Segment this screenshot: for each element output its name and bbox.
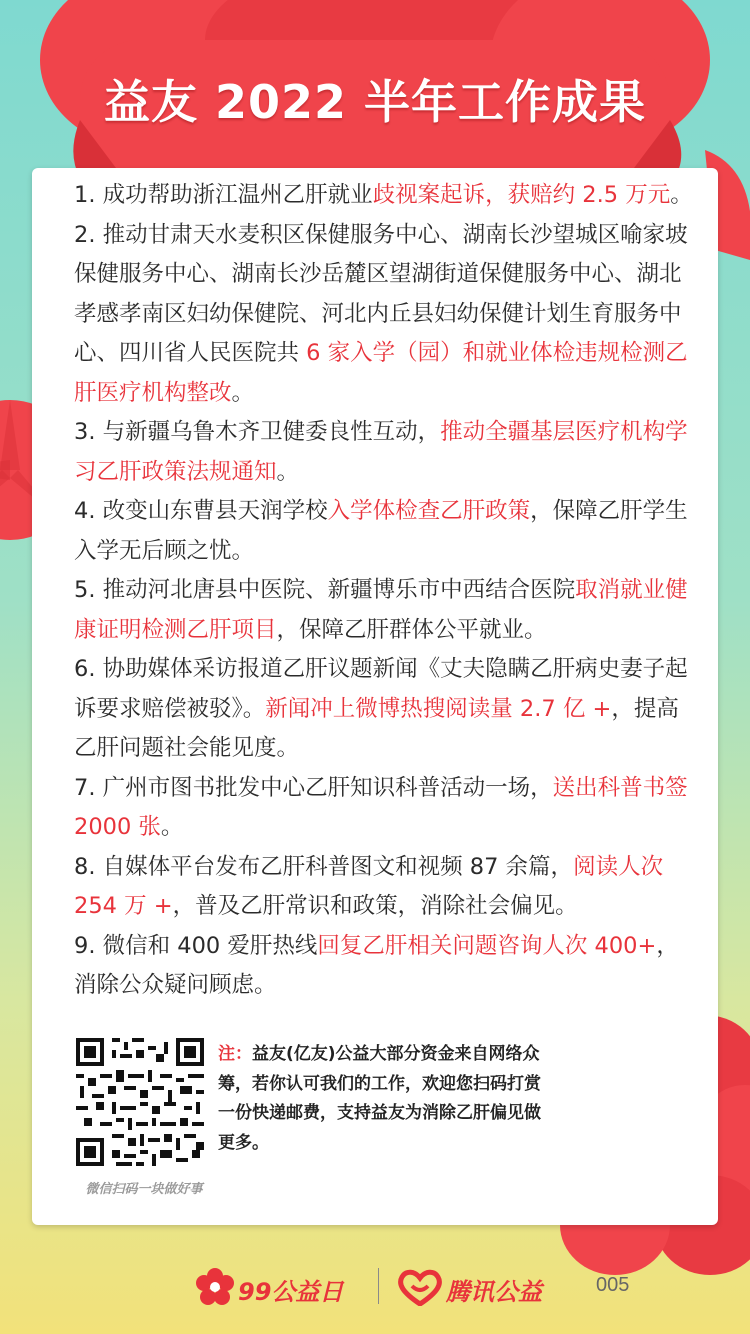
item-text: 9. 微信和 400 爱肝热线 <box>74 932 318 959</box>
item-text: 1. 成功帮助浙江温州乙肝就业 <box>74 182 373 208</box>
item-text: ，提高乙肝问题社会能见度。 <box>74 695 679 761</box>
item-text: 2. 推动甘肃天水麦积区保健服务中心、湖南长沙望城区喻家坡保健服务中心、湖南长沙岳麓区望湖街道保健服务中心、湖北孝感孝南区妇幼保健院、河北内丘县妇幼保健计划生育服务中心、四川省人民医院共 <box>74 221 688 366</box>
item-text: 。 <box>276 458 300 485</box>
achievement-item <box>74 492 694 571</box>
item-text: 。 <box>670 182 693 208</box>
highlight-text: 回复乙肝相关问题咨询人次 400+ <box>317 932 657 959</box>
page-number: 005 <box>596 1274 630 1296</box>
item-text: 5. 推动河北唐县中医院、新疆博乐市中西结合医院 <box>74 577 576 603</box>
item-text: 4. 改变山东曹县天润学校 <box>74 498 328 524</box>
achievement-item <box>74 769 694 848</box>
donation-note <box>218 1040 548 1158</box>
highlight-text: 取消就业健康证明检测乙肝项目 <box>74 577 688 643</box>
qr-code-icon <box>76 1038 204 1166</box>
item-text: ，保障乙肝群体公平就业。 <box>276 616 547 643</box>
achievement-item <box>74 216 694 414</box>
highlight-text: 6 家入学（园）和就业体检违规检测乙肝医疗机构整改 <box>74 340 688 406</box>
item-text: 6. 协助媒体采访报道乙肝议题新闻《丈夫隐瞒乙肝病史妻子起诉要求赔偿被驳》。 <box>74 656 688 722</box>
item-text: ，保障乙肝学生入学无后顾之忧。 <box>74 498 688 564</box>
achievement-item <box>74 848 694 927</box>
page-title: 益友 2022 半年工作成果 <box>103 75 647 129</box>
highlight-text: 新闻冲上微博热搜阅读量 2.7 亿 + <box>265 695 612 722</box>
achievement-item <box>74 650 694 769</box>
heart-hand-icon <box>398 1268 442 1306</box>
highlight-text: 歧视案起诉，获赔约 2.5 万元 <box>372 182 671 208</box>
item-text: 8. 自媒体平台发布乙肝科普图文和视频 87 余篇， <box>74 853 574 880</box>
highlight-text: 阅读人次 254 万 + <box>74 853 664 919</box>
logo-99-text: 99公益日 <box>238 1278 344 1306</box>
content-card <box>32 168 718 1225</box>
note-label: 注： <box>218 1044 252 1064</box>
highlight-text: 推动全疆基层医疗机构学习乙肝政策法规通知 <box>74 419 688 485</box>
item-text: 。 <box>160 814 184 840</box>
highlight-text: 送出科普书签 2000 张 <box>74 774 688 840</box>
item-text: 7. 广州市图书批发中心乙肝知识科普活动一场， <box>74 774 553 801</box>
footer-divider <box>378 1268 379 1304</box>
achievement-item <box>74 927 694 1006</box>
footer <box>0 1266 750 1306</box>
achievement-item <box>74 176 694 216</box>
item-text: 3. 与新疆乌鲁木齐卫健委良性互动， <box>74 419 441 445</box>
item-text: ，普及乙肝常识和政策，消除社会偏见。 <box>172 893 578 919</box>
qr-caption: 微信扫码一块做好事 <box>85 1182 203 1197</box>
red-flower-icon <box>196 1268 234 1306</box>
note-text: 益友(亿友)公益大部分资金来自网络众筹，若你认可我们的工作，欢迎您扫码打赏一份快递邮费，支持益友为消除乙肝偏见做更多。 <box>218 1044 541 1153</box>
achievement-item <box>74 571 694 650</box>
item-text: 。 <box>231 379 255 406</box>
highlight-text: 入学体检查乙肝政策 <box>327 498 531 524</box>
logo-tencent-text: 腾讯公益 <box>446 1278 542 1306</box>
achievement-list <box>74 176 694 1006</box>
item-text: ，消除公众疑问顾虑。 <box>74 932 679 998</box>
achievement-item <box>74 413 694 492</box>
